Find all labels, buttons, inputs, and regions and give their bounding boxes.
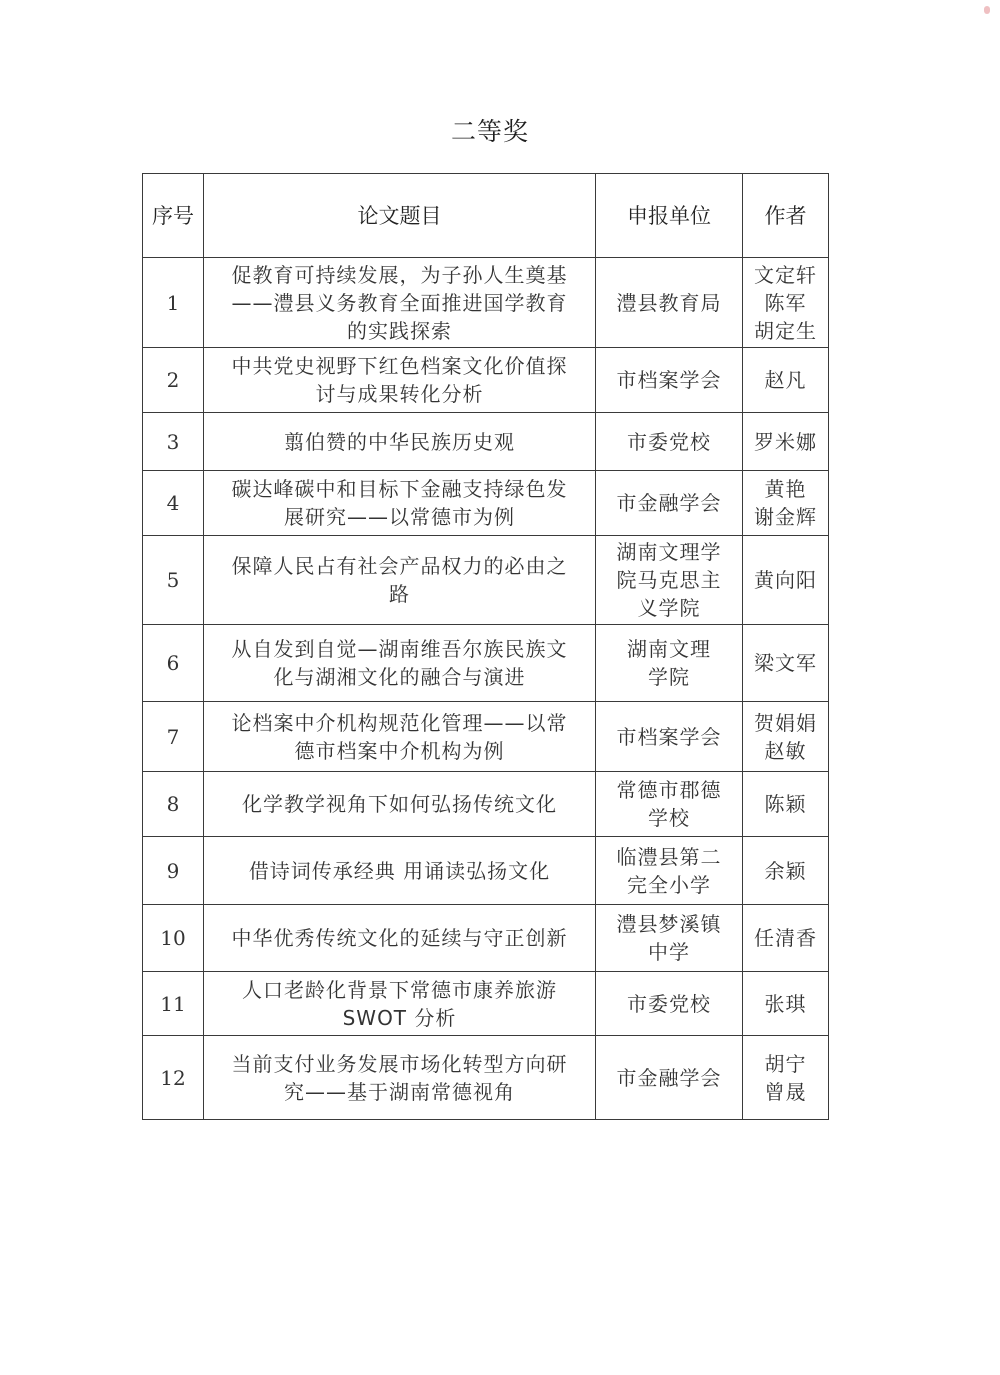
cell-author-line: 谢金辉 (754, 505, 817, 529)
cell-title-line: 论档案中介机构规范化管理——以常 (231, 710, 568, 735)
cell-no: 1 (143, 258, 204, 348)
page-title: 二等奖 (450, 117, 529, 146)
cell-unit-line: 学院 (648, 665, 690, 689)
cell-title (204, 625, 596, 702)
cell-author-line: 余颖 (764, 858, 807, 883)
cell-author-line: 陈军 (764, 290, 807, 315)
cell-title (204, 837, 596, 905)
cell-author (743, 972, 829, 1036)
cell-unit-line: 市档案学会 (616, 724, 722, 749)
award-table (142, 173, 829, 1120)
table-row (143, 772, 829, 837)
table-row (143, 536, 829, 625)
cell-unit (596, 837, 743, 905)
table-body (143, 258, 829, 1120)
table-row (143, 348, 829, 413)
cell-author (743, 702, 829, 772)
table-row (143, 1036, 829, 1120)
cell-author (743, 1036, 829, 1120)
cell-title-line: 究——基于湖南常德视角 (284, 1079, 515, 1104)
cell-no: 7 (143, 702, 204, 772)
cell-author-line: 贺娟娟 (754, 710, 817, 735)
cell-unit (596, 1036, 743, 1120)
cell-author (743, 413, 829, 471)
cell-title (204, 536, 596, 625)
cell-unit-line: 市金融学会 (616, 491, 722, 515)
header-author: 作者 (743, 174, 829, 258)
header-no: 序号 (143, 174, 204, 258)
cell-unit-line: 湖南文理 (627, 637, 711, 661)
cell-title-line: 展研究——以常德市为例 (284, 505, 515, 529)
cell-author-line: 张琪 (764, 991, 807, 1016)
header-row (143, 174, 829, 258)
cell-author (743, 837, 829, 905)
cell-title-line: 化学教学视角下如何弘扬传统文化 (242, 792, 557, 816)
cell-title-line: 德市档案中介机构为例 (294, 738, 505, 763)
cell-author (743, 471, 829, 536)
cell-title-line: 促教育可持续发展，为子孙人生奠基 (231, 262, 568, 287)
table-row (143, 837, 829, 905)
cell-unit-line: 澧县梦溪镇 (616, 912, 722, 936)
cell-title-line: 中共党史视野下红色档案文化价值探 (231, 354, 568, 378)
cell-title (204, 702, 596, 772)
cell-title (204, 258, 596, 348)
table-row (143, 905, 829, 972)
cell-author (743, 348, 829, 413)
cell-unit (596, 625, 743, 702)
cell-title (204, 972, 596, 1036)
cell-title (204, 348, 596, 413)
cell-author (743, 536, 829, 625)
table-row (143, 471, 829, 536)
cell-title-line: 路 (389, 582, 410, 606)
cell-unit-line: 义学院 (637, 596, 701, 620)
cell-unit-line: 湖南文理学 (616, 540, 722, 564)
cell-no: 11 (143, 972, 204, 1036)
cell-unit-line: 临澧县第二 (616, 844, 722, 869)
cell-author (743, 625, 829, 702)
cell-author (743, 905, 829, 972)
cell-author (743, 772, 829, 837)
cell-no: 3 (143, 413, 204, 471)
cell-title-line: 化与湖湘文化的融合与演进 (273, 665, 526, 689)
cell-title-line: ——澧县义务教育全面推进国学教育 (231, 290, 568, 315)
cell-no: 10 (143, 905, 204, 972)
header-unit: 申报单位 (596, 174, 743, 258)
cell-unit-line: 中学 (648, 940, 690, 964)
cell-title-line: 讨与成果转化分析 (315, 382, 484, 406)
table-row (143, 702, 829, 772)
cell-author-line: 黄艳 (764, 477, 807, 501)
cell-unit-line: 学校 (648, 806, 690, 830)
cell-title (204, 772, 596, 837)
table-row (143, 972, 829, 1036)
cell-author-line: 梁文军 (754, 651, 817, 675)
cell-author-line: 黄向阳 (754, 568, 817, 592)
cell-title (204, 471, 596, 536)
cell-title-line: 碳达峰碳中和目标下金融支持绿色发 (231, 477, 568, 501)
cell-author (743, 258, 829, 348)
cell-title-line: 从自发到自觉—湖南维吾尔族民族文 (231, 637, 568, 661)
cell-title-line: 借诗词传承经典 用诵读弘扬文化 (248, 858, 551, 883)
cell-author-line: 胡宁 (764, 1051, 807, 1076)
cell-unit (596, 258, 743, 348)
cell-unit (596, 972, 743, 1036)
cell-author-line: 曾晟 (764, 1079, 807, 1104)
cell-no: 12 (143, 1036, 204, 1120)
cell-no: 4 (143, 471, 204, 536)
table-row (143, 258, 829, 348)
cell-title-line: 翦伯赞的中华民族历史观 (284, 429, 515, 454)
cell-unit-line: 澧县教育局 (616, 290, 722, 315)
cell-unit (596, 905, 743, 972)
cell-unit-line: 市委党校 (627, 991, 711, 1016)
cell-author-line: 罗米娜 (754, 429, 817, 454)
cell-unit (596, 471, 743, 536)
cell-no: 8 (143, 772, 204, 837)
cell-title-line: 人口老龄化背景下常德市康养旅游 (242, 977, 557, 1002)
cell-unit-line: 完全小学 (627, 872, 711, 897)
cell-unit-line: 市档案学会 (616, 368, 722, 392)
cell-author-line: 任清香 (754, 926, 817, 950)
cell-unit (596, 348, 743, 413)
cell-title (204, 1036, 596, 1120)
cell-title-line: 保障人民占有社会产品权力的必由之 (231, 554, 568, 578)
cell-title (204, 413, 596, 471)
cell-title-line: 当前支付业务发展市场化转型方向研 (231, 1051, 568, 1076)
header-title: 论文题目 (204, 174, 596, 258)
cell-no: 6 (143, 625, 204, 702)
cell-title-line: 的实践探索 (347, 318, 452, 343)
cell-no: 2 (143, 348, 204, 413)
table-row (143, 413, 829, 471)
cell-author-line: 文定轩 (754, 262, 817, 287)
corner-smudge (984, 6, 990, 14)
cell-no: 9 (143, 837, 204, 905)
cell-unit (596, 413, 743, 471)
cell-author-line: 赵敏 (764, 738, 807, 763)
cell-author-line: 赵凡 (764, 368, 807, 392)
cell-unit-line: 市金融学会 (616, 1065, 722, 1090)
cell-author-line: 胡定生 (754, 318, 817, 343)
cell-author-line: 陈颖 (764, 792, 807, 816)
cell-unit (596, 772, 743, 837)
cell-title-line: 中华优秀传统文化的延续与守正创新 (231, 926, 568, 950)
cell-unit-line: 常德市郡德 (616, 778, 722, 802)
table-row (143, 625, 829, 702)
cell-unit (596, 536, 743, 625)
cell-title (204, 905, 596, 972)
cell-no: 5 (143, 536, 204, 625)
cell-unit-line: 市委党校 (627, 429, 711, 454)
cell-unit-line: 院马克思主 (616, 568, 722, 592)
cell-title-line: SWOT 分析 (342, 1005, 457, 1030)
cell-unit (596, 702, 743, 772)
